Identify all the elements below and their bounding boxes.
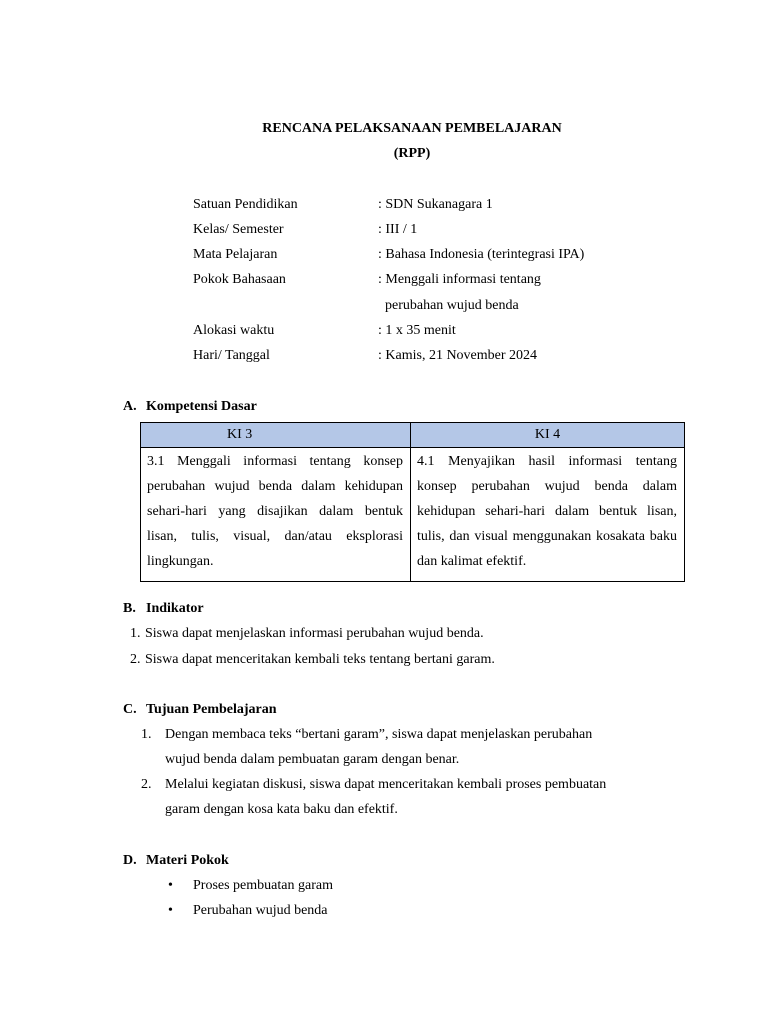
- list-text-line: Melalui kegiatan diskusi, siswa dapat menceritakan kembali proses pembuatan: [165, 777, 607, 792]
- table-cell-ki4: 4.1 Menyajikan hasil informasi tentang konsep perubahan wujud benda dalam kehidupan sehari-hari dalam bentuk lisan, tulis, dan visual menggunakan kosakata baku dan kalimat efektif.: [411, 448, 685, 582]
- bullet-icon: •: [168, 903, 173, 918]
- table-header-ki3: KI 3: [141, 423, 411, 448]
- identity-value: : SDN Sukanagara 1: [378, 197, 493, 212]
- list-number: 1.: [141, 727, 152, 742]
- list-number: 2.: [141, 777, 152, 792]
- identity-label: Satuan Pendidikan: [193, 197, 298, 212]
- document-subtitle: (RPP): [393, 146, 431, 161]
- section-title: Materi Pokok: [146, 853, 229, 868]
- identity-value: : Menggali informasi tentang: [378, 272, 541, 287]
- document-title: RENCANA PELAKSANAAN PEMBELAJARAN: [262, 121, 562, 136]
- identity-label: Mata Pelajaran: [193, 247, 278, 262]
- section-c-heading: [123, 701, 277, 719]
- identity-value: : Kamis, 21 November 2024: [378, 348, 538, 363]
- identity-row-kelas: [193, 221, 693, 246]
- section-letter: D.: [123, 853, 137, 868]
- section-title: Kompetensi Dasar: [146, 399, 257, 414]
- section-d-heading: [123, 852, 229, 870]
- list-item: [168, 877, 333, 895]
- identity-label: Alokasi waktu: [193, 323, 275, 338]
- bullet-icon: •: [168, 878, 173, 893]
- identity-value: : Bahasa Indonesia (terintegrasi IPA): [378, 247, 585, 262]
- list-item: [130, 651, 495, 669]
- identity-value: : III / 1: [378, 222, 418, 237]
- list-text-block: [165, 772, 655, 822]
- list-text: Siswa dapat menjelaskan informasi perubahan wujud benda.: [145, 626, 484, 641]
- identity-label: Pokok Bahasaan: [193, 272, 286, 287]
- list-text-line: garam dengan kosa kata baku dan efektif.: [165, 802, 398, 817]
- list-item: [141, 772, 661, 822]
- section-b-heading: [123, 600, 204, 618]
- list-item: [168, 902, 328, 920]
- table-cell-ki3: 3.1 Menggali informasi tentang konsep perubahan wujud benda dalam kehidupan sehari-hari yang disajikan dalam bentuk lisan, tulis, visual, dan/atau eksplorasi lingkungan.: [141, 448, 411, 582]
- section-title: Indikator: [146, 601, 204, 616]
- list-item: [130, 625, 484, 643]
- identity-row-pokok: [193, 271, 693, 296]
- list-item: [141, 722, 661, 772]
- list-text-block: [165, 722, 655, 772]
- section-a-heading: [123, 398, 257, 416]
- section-letter: C.: [123, 702, 137, 717]
- identity-value-continued: perubahan wujud benda: [385, 298, 519, 313]
- identity-row-alokasi: [193, 322, 693, 347]
- section-title: Tujuan Pembelajaran: [146, 702, 277, 717]
- identity-value: : 1 x 35 menit: [378, 323, 456, 338]
- list-number: 1.: [130, 626, 141, 641]
- section-letter: A.: [123, 399, 137, 414]
- list-text-line: Dengan membaca teks “bertani garam”, siswa dapat menjelaskan perubahan: [165, 727, 593, 742]
- section-letter: B.: [123, 601, 136, 616]
- list-text: Proses pembuatan garam: [193, 878, 333, 893]
- identity-row-pokok-cont: [193, 297, 693, 322]
- table-header-row: [141, 423, 685, 448]
- identity-row-mapel: [193, 246, 693, 271]
- identity-row-hari: [193, 347, 693, 372]
- identity-row-satuan: [193, 196, 693, 221]
- list-number: 2.: [130, 652, 141, 667]
- list-text-line: wujud benda dalam pembuatan garam dengan benar.: [165, 752, 460, 767]
- table-header-ki4: KI 4: [411, 423, 685, 448]
- table-row: [141, 448, 685, 582]
- identity-label: Kelas/ Semester: [193, 222, 284, 237]
- identity-label: Hari/ Tanggal: [193, 348, 270, 363]
- list-text: Perubahan wujud benda: [193, 903, 328, 918]
- list-text: Siswa dapat menceritakan kembali teks tentang bertani garam.: [145, 652, 495, 667]
- kompetensi-dasar-table: [140, 422, 685, 582]
